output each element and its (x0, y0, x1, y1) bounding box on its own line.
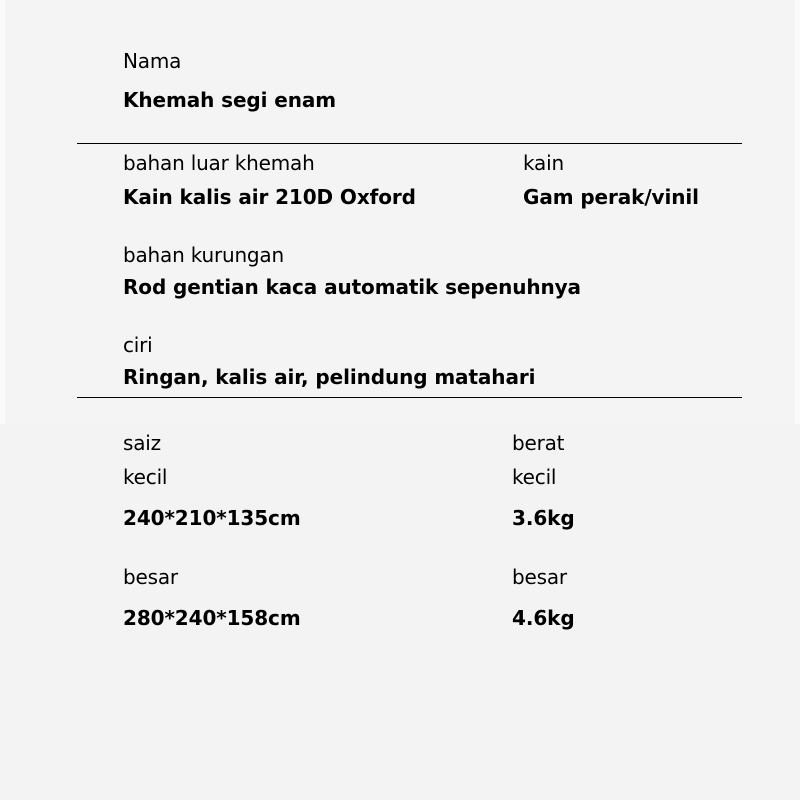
weight-large-value: 4.6kg (512, 606, 575, 630)
weight-small-label: kecil (512, 465, 557, 489)
size-small-label: kecil (123, 465, 168, 489)
fabric-label: kain (523, 151, 564, 175)
frame-material-value: Rod gentian kaca automatik sepenuhnya (123, 275, 581, 299)
name-label: Nama (123, 49, 182, 73)
size-small-value: 240*210*135cm (123, 506, 301, 530)
spec-panel-bottom (0, 424, 800, 800)
weight-large-label: besar (512, 565, 567, 589)
divider-middle (77, 397, 742, 398)
size-label: saiz (123, 431, 161, 455)
weight-small-value: 3.6kg (512, 506, 575, 530)
divider-top (77, 143, 742, 144)
features-value: Ringan, kalis air, pelindung matahari (123, 365, 536, 389)
size-large-label: besar (123, 565, 178, 589)
fabric-value: Gam perak/vinil (523, 185, 699, 209)
outer-material-value: Kain kalis air 210D Oxford (123, 185, 416, 209)
name-value: Khemah segi enam (123, 88, 336, 112)
frame-material-label: bahan kurungan (123, 243, 284, 267)
size-large-value: 280*240*158cm (123, 606, 301, 630)
frame-strip-right (795, 0, 800, 424)
outer-material-label: bahan luar khemah (123, 151, 315, 175)
weight-label: berat (512, 431, 565, 455)
features-label: ciri (123, 333, 153, 357)
